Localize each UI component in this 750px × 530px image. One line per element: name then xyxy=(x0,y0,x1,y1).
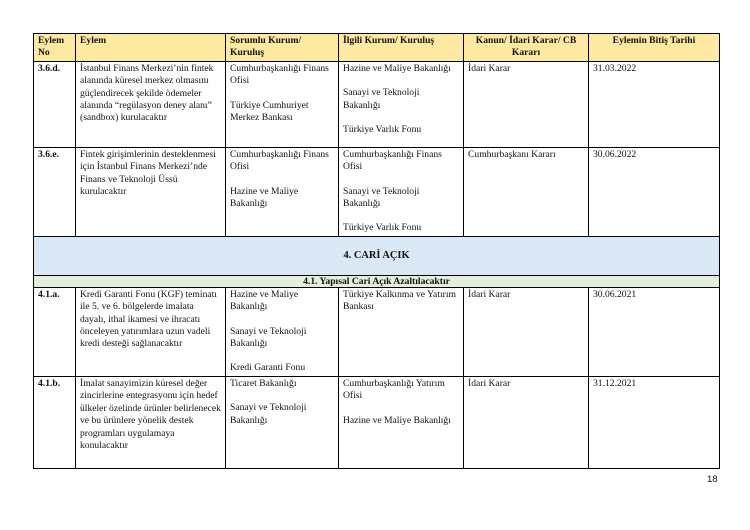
cell-ilgili-item: Türkiye Kalkınma ve Yatırım Bankası xyxy=(343,288,456,313)
cell-eylem-no: 3.6.e. xyxy=(34,147,76,236)
cell-ilgili-item: Sanayi ve Teknoloji Bakanlığı xyxy=(343,185,420,210)
cell-kanun: İdari Karar xyxy=(464,61,589,147)
cell-eylem: İstanbul Finans Merkezi’nin fintek alanında küresel merkez olmasını güçlendirecek şekilde ödemeler alanında “regülasyon deney alanı” (sandbox) kurulacaktır xyxy=(76,61,226,147)
cell-eylem: Fintek girişimlerinin desteklenmesi için İstanbul Finans Merkezi’nde Finans ve Teknoloji Üssü kurulacaktır xyxy=(76,147,226,236)
cell-bitis-tarihi: 31.12.2021 xyxy=(589,376,720,468)
header-ilgili: İlgili Kurum/ Kuruluş xyxy=(339,34,464,62)
cell-sorumlu xyxy=(226,376,339,468)
cell-sorumlu-item: Cumhurbaşkanlığı Finans Ofisi xyxy=(230,62,329,87)
section-row xyxy=(34,236,720,275)
section-title: 4. CARİ AÇIK xyxy=(34,236,720,275)
header-sorumlu: Sorumlu Kurum/ Kuruluş xyxy=(226,34,339,62)
cell-eylem-no: 4.1.a. xyxy=(34,287,76,376)
cell-kanun: İdari Karar xyxy=(464,287,589,376)
cell-ilgili-item: Türkiye Varlık Fonu xyxy=(343,124,422,136)
cell-ilgili-item: Hazine ve Maliye Bakanlığı xyxy=(343,62,451,74)
cell-sorumlu-item: Kredi Garanti Fonu xyxy=(230,362,306,374)
cell-ilgili-item: Cumhurbaşkanlığı Yatırım Ofisi xyxy=(343,377,445,402)
subsection-row xyxy=(34,275,720,287)
cell-ilgili xyxy=(339,147,464,236)
header-row xyxy=(34,34,720,62)
cell-sorumlu-item: Türkiye Cumhuriyet Merkez Bankası xyxy=(230,99,309,124)
cell-sorumlu-item: Sanayi ve Teknoloji Bakanlığı xyxy=(230,325,307,350)
cell-sorumlu-item: Sanayi ve Teknoloji Bakanlığı xyxy=(230,402,307,426)
cell-kanun: Cumhurbaşkanı Kararı xyxy=(464,147,589,236)
header-bitis-tarihi: Eylemin Bitiş Tarihi xyxy=(589,34,720,62)
cell-ilgili-item: Sanayi ve Teknoloji Bakanlığı xyxy=(343,87,420,111)
cell-sorumlu-item: Cumhurbaşkanlığı Finans Ofisi xyxy=(230,148,329,173)
cell-ilgili xyxy=(339,61,464,147)
cell-eylem-no: 3.6.d. xyxy=(34,61,76,147)
cell-eylem-no: 4.1.b. xyxy=(34,376,76,468)
table-row xyxy=(34,147,720,236)
cell-sorumlu xyxy=(226,61,339,147)
subsection-title: 4.1. Yapısal Cari Açık Azaltılacaktır xyxy=(34,275,720,287)
cell-sorumlu-item: Hazine ve Maliye Bakanlığı xyxy=(230,288,299,313)
header-kanun: Kanun/ İdari Karar/ CB Kararı xyxy=(464,34,589,62)
cell-eylem: Kredi Garanti Fonu (KGF) teminatı ile 5. ve 6. bölgelerde imalata dayalı, ithal ikamesi ve ihracatı önceleyen yatırımlara uzun vadeli kredi desteği sağlanacaktır xyxy=(76,287,226,376)
cell-kanun: İdari Karar xyxy=(464,376,589,468)
cell-sorumlu-item: Ticaret Bakanlığı xyxy=(230,377,297,389)
table-row xyxy=(34,287,720,376)
cell-ilgili-item: Cumhurbaşkanlığı Finans Ofisi xyxy=(343,148,442,173)
header-eylem: Eylem xyxy=(76,34,226,62)
cell-ilgili-item: Türkiye Varlık Fonu xyxy=(343,222,422,234)
table-row xyxy=(34,376,720,468)
page-number: 18 xyxy=(707,474,718,485)
cell-eylem: İmalat sanayimizin küresel değer zincirlerine entegrasyonu için hedef ülkeler özelinde ürünler belirlenecek ve bu ürünlere yönelik destek programları uygulamaya konulacaktır xyxy=(76,376,226,468)
cell-ilgili xyxy=(339,376,464,468)
cell-ilgili-item: Hazine ve Maliye Bakanlığı xyxy=(343,414,451,426)
action-plan-table xyxy=(33,33,720,469)
header-eylem-no: Eylem No xyxy=(34,34,76,62)
table-row xyxy=(34,61,720,147)
cell-sorumlu-item: Hazine ve Maliye Bakanlığı xyxy=(230,185,299,210)
cell-bitis-tarihi: 31.03.2022 xyxy=(589,61,720,147)
cell-ilgili xyxy=(339,287,464,376)
cell-sorumlu xyxy=(226,287,339,376)
cell-bitis-tarihi: 30.06.2021 xyxy=(589,287,720,376)
cell-bitis-tarihi: 30.06.2022 xyxy=(589,147,720,236)
cell-sorumlu xyxy=(226,147,339,236)
